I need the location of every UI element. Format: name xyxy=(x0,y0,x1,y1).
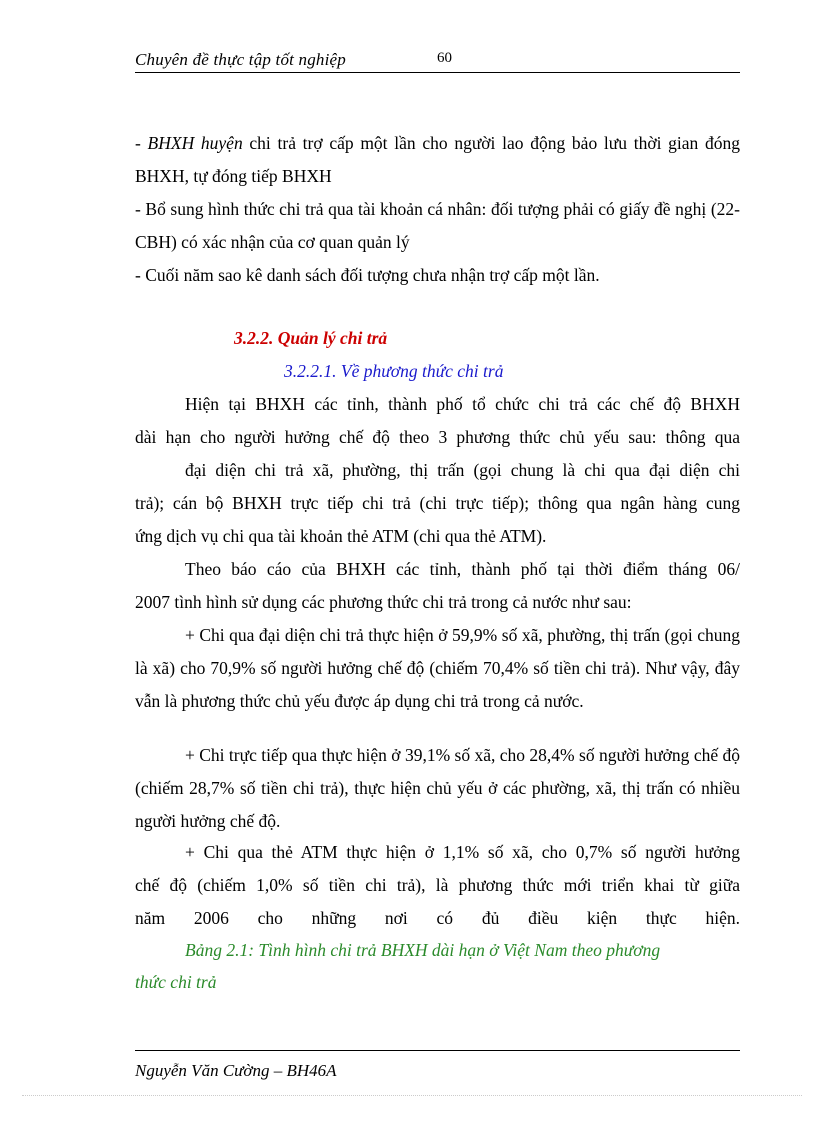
bullet-2: - Bổ sung hình thức chi trả qua tài khoản cá nhân: đối tượng phải có giấy đề nghị (22-CBH) có xác nhận của cơ quan quản lý xyxy=(135,199,740,252)
paragraph-5-line-3: năm 2006 cho những nơi có đủ điều kiện thực hiện. xyxy=(135,908,740,928)
footer-author: Nguyễn Văn Cường – BH46A xyxy=(135,1061,337,1080)
paragraph-1-line-3: đại diện chi trả xã, phường, thị trấn (gọi chung là chi qua đại diện chi xyxy=(185,460,740,480)
paragraph-5-line-2: chế độ (chiếm 1,0% số tiền chi trả), là phương thức mới triển khai từ giữa xyxy=(135,875,740,895)
section-heading: 3.2.2. Quản lý chi trả xyxy=(234,328,388,348)
page-footer xyxy=(135,1050,740,1080)
paragraph-2-line-1: Theo báo cáo của BHXH các tỉnh, thành phố tại thời điểm tháng 06/ xyxy=(185,559,740,579)
paragraph-1-line-4: trả); cán bộ BHXH trực tiếp chi trả (chi trực tiếp); thông qua ngân hàng cung xyxy=(135,493,740,513)
section-subheading: 3.2.2.1. Về phương thức chi trả xyxy=(284,361,504,381)
bullet-3: - Cuối năm sao kê danh sách đối tượng chưa nhận trợ cấp một lần. xyxy=(135,265,600,285)
table-caption-line-2: thức chi trả xyxy=(135,972,217,992)
bullet-1-text: chi trả trợ cấp một lần cho người lao động bảo lưu thời gian đóng BHXH, tự đóng tiếp BHXH xyxy=(135,133,740,186)
paragraph-4: + Chi trực tiếp qua thực hiện ở 39,1% số xã, cho 28,4% số người hưởng chế độ (chiếm 28,7% số tiền chi trả), thực hiện chủ yếu ở các phường, xã, thị trấn có nhiều người hưởng chế độ. xyxy=(135,745,740,831)
paragraph-1-line-2: dài hạn cho người hưởng chế độ theo 3 phương thức chủ yếu sau: thông qua xyxy=(135,427,740,447)
page-header xyxy=(135,48,740,73)
paragraph-2-line-2: 2007 tình hình sử dụng các phương thức chi trả trong cả nước như sau: xyxy=(135,592,632,612)
page-number: 60 xyxy=(437,50,452,66)
table-caption-line-1: Bảng 2.1: Tình hình chi trả BHXH dài hạn ở Việt Nam theo phương xyxy=(185,940,661,960)
header-title: Chuyên đề thực tập tốt nghiệp xyxy=(135,50,347,69)
bullet-1: - BHXH huyện chi trả trợ cấp một lần cho người lao động bảo lưu thời gian đóng BHXH, tự đóng tiếp BHXH xyxy=(135,133,740,186)
paragraph-5-line-1: + Chi qua thẻ ATM thực hiện ở 1,1% số xã, cho 0,7% số người hưởng xyxy=(185,842,740,862)
paragraph-1-line-1: Hiện tại BHXH các tỉnh, thành phố tổ chức chi trả các chế độ BHXH xyxy=(185,394,740,414)
bullet-1-emphasis: BHXH huyện xyxy=(147,133,243,153)
paragraph-3: + Chi qua đại diện chi trả thực hiện ở 59,9% số xã, phường, thị trấn (gọi chung là xã) cho 70,9% số người hưởng chế độ (chiếm 70,4% số tiền chi trả). Như vậy, đây vẫn là phương thức chủ yếu được áp dụng chi trả trong cả nước. xyxy=(135,625,740,711)
paragraph-1-line-5: ứng dịch vụ chi qua tài khoản thẻ ATM (chi qua thẻ ATM). xyxy=(135,526,547,546)
page-bottom-edge xyxy=(22,1095,802,1096)
